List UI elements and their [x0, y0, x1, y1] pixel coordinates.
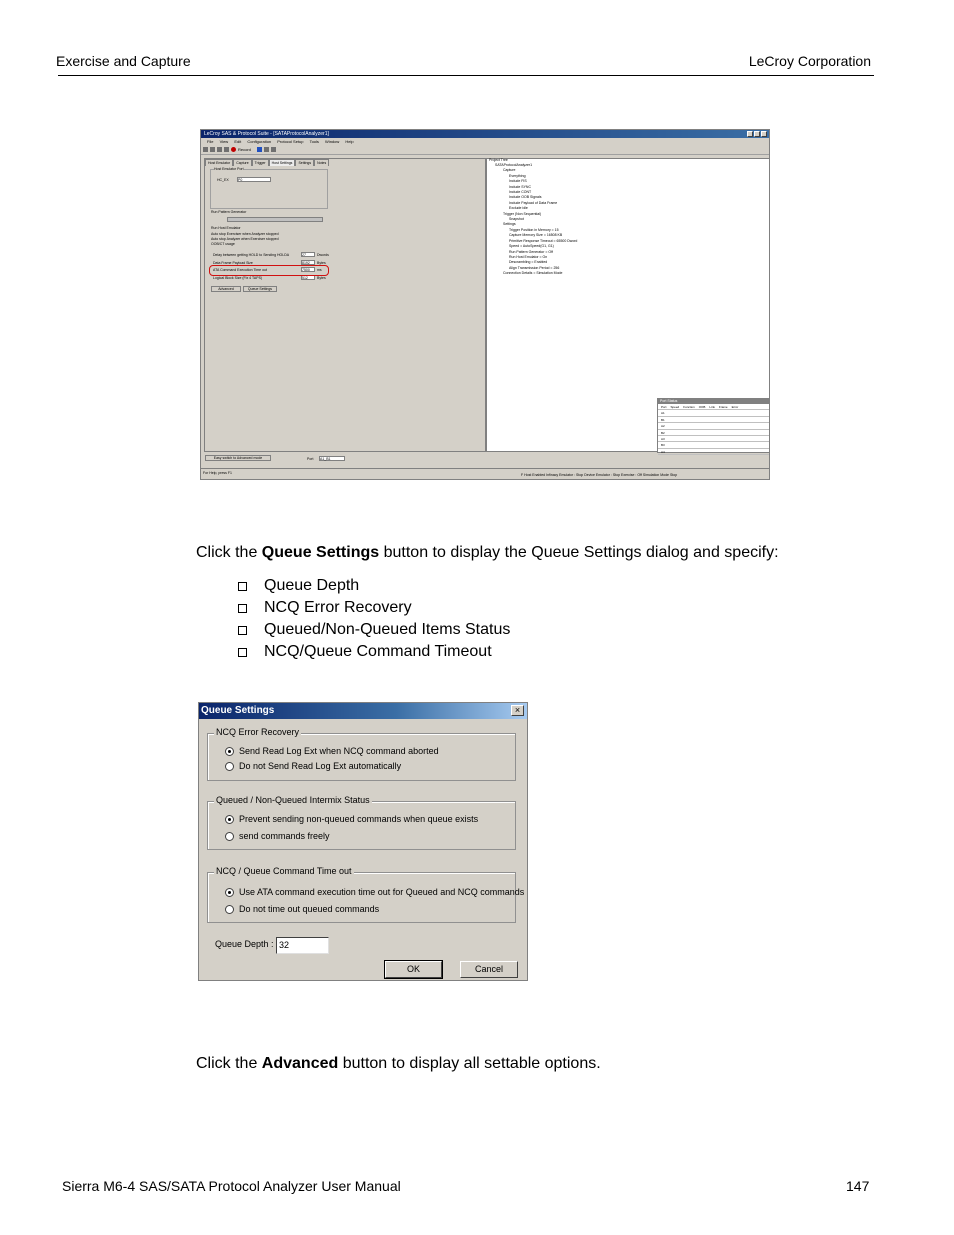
tab-notes[interactable]: Notes [314, 159, 329, 166]
cancel-button[interactable]: Cancel [460, 961, 518, 978]
port-select[interactable]: P0 [237, 177, 271, 182]
close-icon[interactable] [761, 131, 767, 137]
port-status-panel [657, 398, 770, 453]
record-icon[interactable] [231, 147, 236, 152]
tree-item[interactable]: Align Transmission Period = 256 [509, 265, 560, 270]
send-freely-radio[interactable] [225, 831, 330, 841]
field1-label: Delay between getting HOLD to Sending HOLDA [213, 253, 290, 257]
menu-configuration[interactable]: Configuration [247, 139, 272, 144]
ok-button[interactable]: OK [385, 961, 442, 978]
project-tree [495, 163, 577, 277]
queue-settings-dialog [198, 702, 528, 981]
queue-settings-button[interactable]: Queue Settings [243, 286, 277, 292]
col-link: Link [709, 405, 715, 409]
auto-stop-analyzer[interactable]: Auto stop Analyzer when Exerciser stopped [211, 237, 279, 241]
bullet-text: NCQ/Queue Command Timeout [264, 643, 492, 660]
tree-item[interactable]: Snapshot [509, 217, 524, 222]
para2-after: button to display all settable options. [338, 1055, 601, 1072]
app-title-bar: LeCroy SAS & Protocol Suite - [SATAProtocolAnalyzer1] [201, 130, 769, 138]
tree-item[interactable]: Exclude idle [509, 206, 528, 211]
tree-item[interactable]: Include CONT [509, 190, 532, 195]
port-row: A2 [658, 423, 769, 429]
checkbox-bullet-icon [238, 648, 247, 657]
field4-input[interactable]: 512 [301, 275, 315, 280]
header-company: LeCroy Corporation [748, 53, 871, 69]
field3-unit: ms [317, 268, 322, 272]
menu-edit[interactable]: Edit [234, 139, 242, 144]
field3-label: ATA Command Execution Time out [213, 268, 267, 272]
tree-item[interactable]: Everything [509, 173, 526, 178]
field4-label: Logical Block Size (Fix 4 TAPS) [213, 276, 263, 280]
col-function: Function [683, 405, 695, 409]
field1-unit: Dwords [317, 253, 329, 257]
field2-input[interactable]: 8192 [301, 260, 315, 265]
no-read-log-radio[interactable] [225, 761, 401, 771]
bullet-text: Queue Depth [264, 577, 360, 594]
tree-item[interactable]: Primitive Response Timeout = 65500 Dword [509, 238, 578, 243]
save-icon[interactable] [217, 147, 222, 152]
col-error: Error [731, 405, 739, 409]
menu-help[interactable]: Help [345, 139, 354, 144]
para1-before: Click the [196, 544, 262, 561]
group-title: NCQ Error Recovery [216, 727, 300, 737]
dialog-title: Queue Settings [199, 703, 527, 719]
tab-settings[interactable]: Settings [295, 159, 314, 166]
port-row: B3 [658, 442, 769, 448]
app-status-bar [201, 468, 770, 480]
settings-tabs [205, 159, 485, 166]
pattern-slider[interactable] [227, 217, 323, 222]
queue-depth-input[interactable]: 32 [276, 937, 329, 954]
use-ata-timeout-radio[interactable] [225, 887, 524, 897]
radio-selected-icon [225, 747, 234, 756]
radio-label: Send Read Log Ext when NCQ command aborted [239, 746, 439, 756]
port-status-title: Port Status [658, 399, 769, 404]
radio-selected-icon [225, 888, 234, 897]
bullet-text: NCQ Error Recovery [264, 599, 412, 616]
settings-icon[interactable] [264, 147, 269, 152]
tab-capture[interactable]: Capture [233, 159, 251, 166]
port-select-bottom[interactable]: A1_B1 [319, 456, 345, 461]
list-item [236, 641, 510, 663]
radio-label: Do not time out queued commands [239, 904, 380, 914]
footer-manual-title: Sierra M6-4 SAS/SATA Protocol Analyzer User Manual [62, 1178, 401, 1194]
radio-label: send commands freely [239, 831, 330, 841]
menu-file[interactable]: File [207, 139, 214, 144]
group-title: Host Emulator Port [214, 167, 244, 171]
field3-input[interactable]: 7500 [301, 267, 315, 272]
run-host-option[interactable]: Run Host Emulator [211, 226, 241, 230]
settings-pane [204, 158, 486, 452]
port-row: B2 [658, 430, 769, 436]
stop-icon[interactable] [257, 147, 262, 152]
app-screenshot [200, 129, 770, 480]
tree-item[interactable]: Capture [503, 168, 516, 173]
page-number: 147 [846, 1178, 870, 1194]
field2-unit: Bytes [317, 261, 326, 265]
status-right: F Host Enabled Infinacy Emulator : Stop Device Emulator : Stop Exercise : Off Simulation Mode Stop [521, 473, 678, 477]
checkbox-bullet-icon [238, 626, 247, 635]
queue-timeout-group [207, 866, 525, 923]
port-row: B1 [658, 417, 769, 423]
print-icon[interactable] [224, 147, 229, 152]
col-speed: Speed [670, 405, 680, 409]
radio-icon [225, 762, 234, 771]
open-icon[interactable] [210, 147, 215, 152]
tab-host-settings[interactable]: Host Settings [269, 159, 296, 166]
radio-label: Prevent sending non-queued commands when queue exists [239, 814, 479, 824]
highlight-ring [209, 265, 329, 276]
menu-protocol-setup[interactable]: Protocol Setup [277, 139, 304, 144]
tree-item[interactable]: Trigger (Non Sequential) [503, 211, 542, 216]
list-item [236, 575, 510, 597]
port-label: HC_EX [217, 178, 229, 182]
app-window-buttons [747, 131, 767, 137]
radio-icon [225, 905, 234, 914]
easy-switch-button[interactable]: Easy switch to Advanced mode [205, 455, 271, 461]
checkbox-bullet-icon [238, 582, 247, 591]
project-tree-title: Project Tree [489, 158, 508, 162]
app-toolbar [201, 145, 769, 155]
para1-after: button to display the Queue Settings dialog and specify: [379, 544, 779, 561]
new-icon[interactable] [203, 147, 208, 152]
tree-item[interactable]: Speed = AutoSpeed(G1, G1) [509, 244, 554, 249]
para2-bold: Advanced [261, 1055, 339, 1072]
minimize-icon[interactable] [747, 131, 753, 137]
group-title: NCQ / Queue Command Time out [216, 866, 352, 876]
col-port: Port [661, 405, 667, 409]
list-item [236, 597, 510, 619]
radio-label: Do not Send Read Log Ext automatically [239, 761, 402, 771]
tree-item[interactable]: Trigger Position in Memory = 15 [509, 227, 559, 232]
field1-input[interactable]: 27 [301, 252, 315, 257]
radio-label: Use ATA command execution time out for Queued and NCQ commands [239, 887, 525, 897]
tab-trigger[interactable]: Trigger [252, 159, 269, 166]
tree-item[interactable]: Include SYNC [509, 184, 531, 189]
project-tree-pane [486, 158, 770, 452]
port-row: A1 [658, 410, 769, 416]
host-emulator-port-group [210, 169, 328, 209]
auto-stop-exerciser[interactable]: Auto stop Exerciser when Analyzer stopped [211, 232, 279, 236]
port-select-label: Port [307, 457, 314, 461]
checkbox-bullet-icon [238, 604, 247, 613]
tree-item[interactable]: Run Host Emulator = On [509, 254, 548, 259]
run-pattern-option[interactable]: Run Pattern Generator [211, 210, 247, 214]
field2-label: Data Frame Payload Size [213, 261, 253, 265]
advanced-button[interactable]: Advanced [211, 286, 241, 292]
app-bottom-bar [201, 452, 770, 468]
menu-tools[interactable]: Tools [309, 139, 319, 144]
field4-unit: Bytes [317, 276, 326, 280]
tree-item[interactable]: Descrambling = Enabled [509, 260, 548, 265]
radio-icon [225, 832, 234, 841]
tree-item[interactable]: Connection Details = Simulation Mode [503, 271, 563, 276]
status-help: For Help, press F1 [203, 471, 232, 475]
record-label[interactable]: Record [238, 147, 251, 152]
para2-before: Click the [196, 1055, 262, 1072]
group-title: Queued / Non-Queued Intermix Status [216, 795, 370, 805]
tree-item[interactable]: Include Payload of Data Frame [509, 200, 558, 205]
maximize-icon[interactable] [754, 131, 760, 137]
close-icon[interactable]: × [511, 705, 524, 716]
tree-item[interactable]: Run Pattern Generator = Off [509, 249, 554, 254]
menu-window[interactable]: Window [325, 139, 340, 144]
header-section-title: Exercise and Capture [56, 53, 191, 69]
oob-usage[interactable]: OOB/CT usage [211, 242, 235, 246]
tree-item[interactable]: Include FIS [509, 179, 527, 184]
port-row: A3 [658, 436, 769, 442]
app-menu-bar [201, 138, 769, 145]
tree-item[interactable]: Settings [503, 222, 516, 227]
tree-item[interactable]: Capture Memory Size = 16508 KB [509, 233, 563, 238]
no-timeout-radio[interactable] [225, 904, 379, 914]
col-frame: Frame [718, 405, 728, 409]
prevent-non-queued-radio[interactable] [225, 814, 478, 824]
send-read-log-radio[interactable] [225, 746, 439, 756]
tree-item[interactable]: Include OOB Signals [509, 195, 542, 200]
tab-host-emulator[interactable]: Host Emulator [205, 159, 233, 166]
menu-view[interactable]: View [219, 139, 229, 144]
para1-bold: Queue Settings [261, 544, 380, 561]
ncq-error-recovery-group [207, 727, 516, 781]
tree-item[interactable]: SATAProtocolAnalyzer1 [495, 163, 533, 167]
header-rule [58, 75, 874, 76]
queue-depth-label: Queue Depth : [215, 939, 274, 949]
port-row: A4 [658, 449, 769, 455]
col-oob: OOB [698, 405, 706, 409]
intermix-status-group [207, 795, 516, 850]
advanced-paragraph [196, 1055, 601, 1073]
bullet-list [236, 575, 510, 663]
zoom-icon[interactable] [271, 147, 276, 152]
radio-selected-icon [225, 815, 234, 824]
list-item [236, 619, 510, 641]
queue-settings-paragraph [196, 544, 779, 562]
bullet-text: Queued/Non-Queued Items Status [264, 621, 511, 638]
